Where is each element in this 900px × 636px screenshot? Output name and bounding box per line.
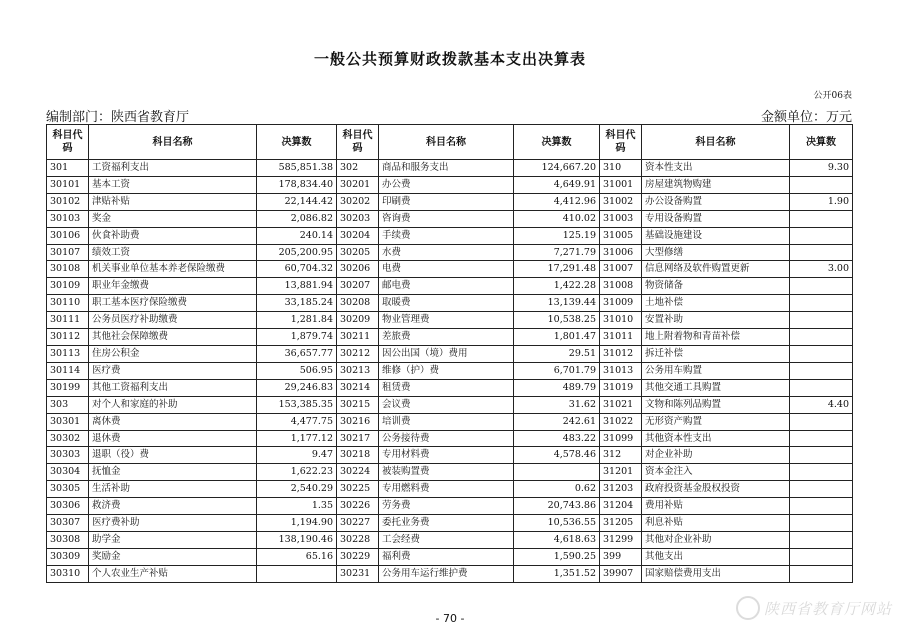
cell-name: 津贴补贴 [89,193,257,210]
cell-amount: 13,881.94 [257,278,337,295]
table-row [47,447,853,464]
cell-amount: 4.40 [790,396,853,413]
cell-code: 301 [47,160,89,177]
cell-name: 公务员医疗补助缴费 [89,312,257,329]
cell-code: 31299 [600,531,642,548]
table-row [47,565,853,582]
cell-name: 印刷费 [379,193,514,210]
cell-amount: 65.16 [257,548,337,565]
cell-name: 会议费 [379,396,514,413]
cell-code: 310 [600,160,642,177]
cell-code: 30211 [337,329,379,346]
cell-code: 31011 [600,329,642,346]
header-name: 科目名称 [379,125,514,160]
cell-code: 30302 [47,430,89,447]
cell-amount [790,244,853,261]
cell-code: 31010 [600,312,642,329]
cell-name: 利息补贴 [642,515,790,532]
cell-name: 劳务费 [379,498,514,515]
cell-code: 30201 [337,176,379,193]
cell-amount: 4,649.91 [514,176,600,193]
cell-amount: 1,351.52 [514,565,600,582]
cell-name: 物业管理费 [379,312,514,329]
cell-code: 31205 [600,515,642,532]
cell-code: 30209 [337,312,379,329]
cell-amount: 4,578.46 [514,447,600,464]
cell-code: 31203 [600,481,642,498]
cell-amount: 10,538.25 [514,312,600,329]
cell-amount: 240.14 [257,227,337,244]
cell-amount: 138,190.46 [257,531,337,548]
cell-name: 咨询费 [379,210,514,227]
cell-name: 抚恤金 [89,464,257,481]
cell-code: 30110 [47,295,89,312]
cell-name: 办公设备购置 [642,193,790,210]
page-number: - 70 - [435,612,465,625]
cell-code: 30207 [337,278,379,295]
header-code: 科目代码 [337,125,379,160]
cell-amount: 0.62 [514,481,600,498]
cell-name: 奖金 [89,210,257,227]
cell-name: 租赁费 [379,379,514,396]
cell-code: 31001 [600,176,642,193]
cell-name: 其他交通工具购置 [642,379,790,396]
cell-code: 31099 [600,430,642,447]
cell-name: 费用补贴 [642,498,790,515]
cell-amount [790,379,853,396]
cell-amount [790,312,853,329]
cell-code: 30111 [47,312,89,329]
page-title: 一般公共预算财政拨款基本支出决算表 [313,50,586,68]
cell-code: 31006 [600,244,642,261]
cell-code: 30228 [337,531,379,548]
cell-name: 取暖费 [379,295,514,312]
cell-code: 30309 [47,548,89,565]
cell-name: 对企业补助 [642,447,790,464]
cell-code: 30307 [47,515,89,532]
table-row [47,396,853,413]
cell-name: 医疗费补助 [89,515,257,532]
cell-name: 生活补助 [89,481,257,498]
cell-code: 30224 [337,464,379,481]
cell-name: 国家赔偿费用支出 [642,565,790,582]
table-row [47,244,853,261]
cell-name: 维修（护）费 [379,362,514,379]
cell-amount: 17,291.48 [514,261,600,278]
cell-name: 助学金 [89,531,257,548]
table-row [47,261,853,278]
cell-code: 30203 [337,210,379,227]
cell-code: 303 [47,396,89,413]
cell-code: 30103 [47,210,89,227]
cell-code: 30308 [47,531,89,548]
cell-code: 39907 [600,565,642,582]
cell-name: 因公出国（境）费用 [379,345,514,362]
cell-code: 31002 [600,193,642,210]
cell-code: 31007 [600,261,642,278]
cell-amount [514,464,600,481]
cell-name: 公务用车运行维护费 [379,565,514,582]
cell-name: 基本工资 [89,176,257,193]
watermark [736,596,892,620]
cell-code: 31008 [600,278,642,295]
cell-amount [790,345,853,362]
cell-name: 离休费 [89,413,257,430]
cell-code: 30107 [47,244,89,261]
cell-amount [790,430,853,447]
cell-code: 31005 [600,227,642,244]
cell-name: 奖励金 [89,548,257,565]
cell-code: 30226 [337,498,379,515]
cell-code: 31009 [600,295,642,312]
cell-amount [790,481,853,498]
cell-code: 302 [337,160,379,177]
cell-name: 大型修缮 [642,244,790,261]
cell-amount: 205,200.95 [257,244,337,261]
table-row [47,464,853,481]
cell-name: 无形资产购置 [642,413,790,430]
cell-amount: 7,271.79 [514,244,600,261]
cell-amount: 20,743.86 [514,498,600,515]
cell-name: 职业年金缴费 [89,278,257,295]
cell-amount: 178,834.40 [257,176,337,193]
cell-code: 30208 [337,295,379,312]
cell-name: 绩效工资 [89,244,257,261]
cell-amount: 33,185.24 [257,295,337,312]
cell-amount: 22,144.42 [257,193,337,210]
cell-name: 土地补偿 [642,295,790,312]
cell-name: 工资福利支出 [89,160,257,177]
cell-name: 地上附着物和青苗补偿 [642,329,790,346]
cell-name: 信息网络及软件购置更新 [642,261,790,278]
watermark-text: 陕西省教育厅网站 [763,599,892,618]
cell-amount [790,227,853,244]
cell-amount: 3.00 [790,261,853,278]
cell-code: 30229 [337,548,379,565]
cell-code: 30106 [47,227,89,244]
cell-name: 邮电费 [379,278,514,295]
cell-name: 医疗费 [89,362,257,379]
cell-name: 其他工资福利支出 [89,379,257,396]
compiling-unit: 编制部门：陕西省教育厅 [46,110,190,125]
cell-name: 手续费 [379,227,514,244]
cell-amount [790,447,853,464]
cell-name: 福利费 [379,548,514,565]
cell-amount [790,329,853,346]
cell-name: 政府投资基金股权投资 [642,481,790,498]
table-row [47,329,853,346]
cell-name: 公务接待费 [379,430,514,447]
cell-name: 培训费 [379,413,514,430]
cell-name: 退休费 [89,430,257,447]
cell-code: 312 [600,447,642,464]
cell-name: 对个人和家庭的补助 [89,396,257,413]
cell-amount: 1,590.25 [514,548,600,565]
cell-code: 30114 [47,362,89,379]
table-row [47,498,853,515]
table-row [47,227,853,244]
cell-amount: 29.51 [514,345,600,362]
cell-code: 30218 [337,447,379,464]
table-row [47,176,853,193]
header-code: 科目代码 [47,125,89,160]
cell-amount: 2,086.82 [257,210,337,227]
table-row [47,362,853,379]
cell-code: 30216 [337,413,379,430]
cell-amount: 1,281.84 [257,312,337,329]
cell-code: 31201 [600,464,642,481]
cell-amount: 124,667.20 [514,160,600,177]
cell-amount [790,498,853,515]
table-row [47,312,853,329]
cell-code: 31021 [600,396,642,413]
cell-amount: 31.62 [514,396,600,413]
cell-code: 30303 [47,447,89,464]
cell-amount [790,176,853,193]
cell-name: 水费 [379,244,514,261]
cell-code: 31013 [600,362,642,379]
table-row [47,345,853,362]
cell-code: 30113 [47,345,89,362]
cell-amount: 489.79 [514,379,600,396]
cell-name: 其他对企业补助 [642,531,790,548]
cell-name: 专用设备购置 [642,210,790,227]
cell-amount: 60,704.32 [257,261,337,278]
cell-amount: 4,412.96 [514,193,600,210]
table-row [47,295,853,312]
cell-name: 公务用车购置 [642,362,790,379]
cell-code: 31012 [600,345,642,362]
cell-code: 31204 [600,498,642,515]
table-row [47,515,853,532]
cell-code: 30215 [337,396,379,413]
table-row [47,430,853,447]
table-row [47,413,853,430]
cell-name: 专用材料费 [379,447,514,464]
cell-name: 工会经费 [379,531,514,548]
cell-name: 专用燃料费 [379,481,514,498]
cell-code: 30304 [47,464,89,481]
header-name: 科目名称 [642,125,790,160]
cell-amount: 585,851.38 [257,160,337,177]
cell-amount [790,210,853,227]
cell-code: 399 [600,548,642,565]
cell-name: 委托业务费 [379,515,514,532]
cell-name: 资本性支出 [642,160,790,177]
cell-code: 31019 [600,379,642,396]
cell-amount: 483.22 [514,430,600,447]
cell-amount: 506.95 [257,362,337,379]
cell-amount: 36,657.77 [257,345,337,362]
header-amount: 决算数 [257,125,337,160]
cell-code: 30212 [337,345,379,362]
table-row [47,379,853,396]
table-row [47,193,853,210]
cell-amount: 29,246.83 [257,379,337,396]
cell-name: 房屋建筑物购建 [642,176,790,193]
cell-amount: 1.90 [790,193,853,210]
cell-amount: 9.47 [257,447,337,464]
table-row [47,548,853,565]
table-header-row [47,125,853,160]
cell-name: 个人农业生产补贴 [89,565,257,582]
cell-amount: 410.02 [514,210,600,227]
cell-code: 30225 [337,481,379,498]
cell-amount [790,531,853,548]
cell-name: 拆迁补偿 [642,345,790,362]
cell-amount [790,464,853,481]
cell-amount: 1.35 [257,498,337,515]
cell-amount: 125.19 [514,227,600,244]
cell-name: 救济费 [89,498,257,515]
cell-amount: 242.61 [514,413,600,430]
cell-name: 其他社会保障缴费 [89,329,257,346]
cell-code: 30108 [47,261,89,278]
cell-name: 机关事业单位基本养老保险缴费 [89,261,257,278]
cell-name: 职工基本医疗保险缴费 [89,295,257,312]
cell-name: 住房公积金 [89,345,257,362]
cell-code: 30204 [337,227,379,244]
cell-name: 其他资本性支出 [642,430,790,447]
cell-amount: 2,540.29 [257,481,337,498]
cell-amount: 4,477.75 [257,413,337,430]
cell-amount: 153,385.35 [257,396,337,413]
table-row [47,210,853,227]
cell-name: 其他支出 [642,548,790,565]
cell-amount: 1,177.12 [257,430,337,447]
cell-name: 商品和服务支出 [379,160,514,177]
cell-code: 30199 [47,379,89,396]
cell-name: 资本金注入 [642,464,790,481]
header-amount: 决算数 [514,125,600,160]
cell-name: 物资储备 [642,278,790,295]
budget-table [46,124,853,583]
table-row [47,481,853,498]
cell-code: 30305 [47,481,89,498]
cell-name: 基础设施建设 [642,227,790,244]
cell-code: 30214 [337,379,379,396]
cell-code: 30101 [47,176,89,193]
cell-code: 31022 [600,413,642,430]
cell-amount: 9.30 [790,160,853,177]
watermark-logo-icon [736,596,760,620]
cell-amount [790,362,853,379]
cell-amount [790,278,853,295]
cell-code: 30102 [47,193,89,210]
cell-amount: 1,879.74 [257,329,337,346]
cell-amount: 6,701.79 [514,362,600,379]
cell-amount [790,565,853,582]
cell-code: 30217 [337,430,379,447]
cell-amount [790,548,853,565]
header-amount: 决算数 [790,125,853,160]
cell-amount: 10,536.55 [514,515,600,532]
header-code: 科目代码 [600,125,642,160]
cell-code: 30227 [337,515,379,532]
cell-code: 30301 [47,413,89,430]
cell-code: 30206 [337,261,379,278]
cell-name: 安置补助 [642,312,790,329]
cell-code: 30213 [337,362,379,379]
cell-code: 30109 [47,278,89,295]
cell-code: 31003 [600,210,642,227]
table-row [47,278,853,295]
cell-amount: 1,194.90 [257,515,337,532]
form-number: 公开06表 [813,91,852,101]
cell-amount: 1,801.47 [514,329,600,346]
money-unit: 金额单位：万元 [760,110,852,125]
cell-name: 被装购置费 [379,464,514,481]
cell-code: 30112 [47,329,89,346]
cell-name: 伙食补助费 [89,227,257,244]
cell-name: 退职（役）费 [89,447,257,464]
cell-code: 30231 [337,565,379,582]
table-row [47,531,853,548]
cell-code: 30205 [337,244,379,261]
cell-code: 30306 [47,498,89,515]
table-row [47,160,853,177]
cell-code: 30310 [47,565,89,582]
cell-name: 电费 [379,261,514,278]
cell-amount [790,515,853,532]
cell-amount [257,565,337,582]
cell-amount [790,295,853,312]
cell-amount: 1,622.23 [257,464,337,481]
cell-name: 办公费 [379,176,514,193]
cell-name: 差旅费 [379,329,514,346]
cell-code: 30202 [337,193,379,210]
header-name: 科目名称 [89,125,257,160]
cell-name: 文物和陈列品购置 [642,396,790,413]
cell-amount: 13,139.44 [514,295,600,312]
cell-amount [790,413,853,430]
cell-amount: 1,422.28 [514,278,600,295]
cell-amount: 4,618.63 [514,531,600,548]
